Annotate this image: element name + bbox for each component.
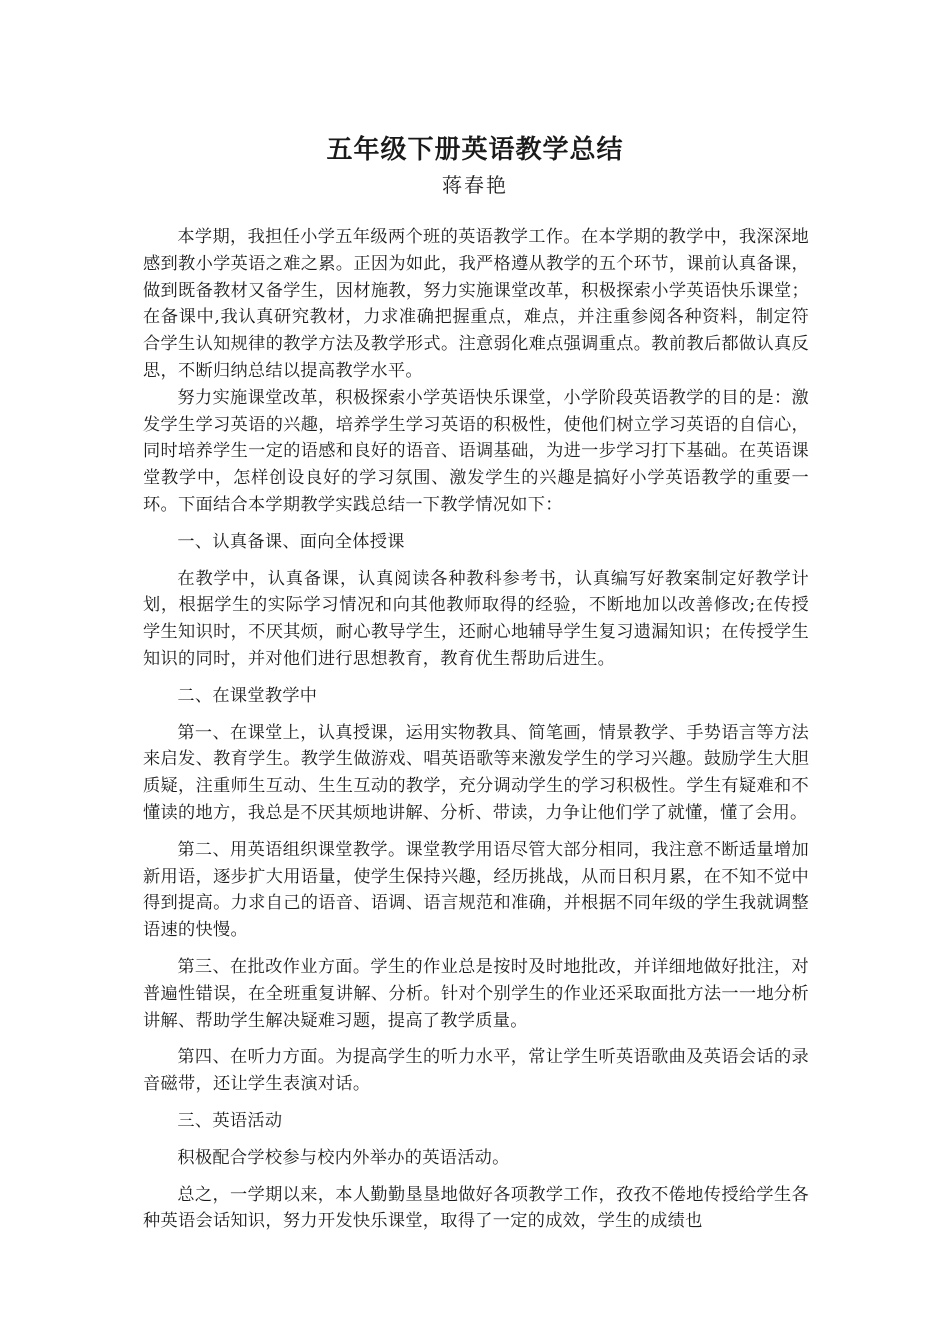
intro-paragraph-2: 努力实施课堂改革，积极探索小学英语快乐课堂，小学阶段英语教学的目的是：激发学生学习英语的兴趣，培养学生学习英语的积极性，使他们树立学习英语的自信心，同时培养学生一定的语感和良好的语音、语调基础，为进一步学习打下基础。在英语课堂教学中，怎样创设良好的学习氛围、激发学生的兴趣是搞好小学英语教学的重要一环。下面结合本学期教学实践总结一下教学情况如下： — [143, 387, 809, 515]
section-heading-2: 二、在课堂教学中 — [177, 685, 318, 706]
section-1-paragraph: 在教学中，认真备课，认真阅读各种教科参考书，认真编写好教案制定好教学计划，根据学生的实际学习情况和向其他教师取得的经验，不断地加以改善修改;在传授学生知识时，不厌其烦，耐心教导学生，还耐心地辅导学生复习遗漏知识；在传授学生知识的同时，并对他们进行思想教育，教育优生帮助后进生。 — [143, 568, 809, 669]
intro-paragraph-1: 本学期，我担任小学五年级两个班的英语教学工作。在本学期的教学中，我深深地感到教小学英语之难之累。正因为如此，我严格遵从教学的五个环节，课前认真备课，做到既备教材又备学生，因材施教，努力实施课堂改革，积极探索小学英语快乐课堂；在备课中,我认真研究教材，力求准确把握重点，难点，并注重参阅各种资料，制定符合学生认知规律的教学方法及教学形式。注意弱化难点强调重点。教前教后都做认真反思，不断归纳总结以提高教学水平。 — [143, 227, 809, 381]
section-3-paragraph: 积极配合学校参与校内外举办的英语活动。 — [177, 1147, 510, 1168]
section-2-item-1: 第一、在课堂上，认真授课，运用实物教具、简笔画，情景教学、手势语言等方法来启发、教育学生。教学生做游戏、唱英语歌等来激发学生的学习兴趣。鼓励学生大胆质疑，注重师生互动、生生互动的教学，充分调动学生的学习积极性。学生有疑难和不懂读的地方，我总是不厌其烦地讲解、分析、带读，力争让他们学了就懂，懂了会用。 — [143, 722, 809, 823]
section-heading-3: 三、英语活动 — [177, 1110, 283, 1131]
section-2-item-4: 第四、在听力方面。为提高学生的听力水平，常让学生听英语歌曲及英语会话的录音磁带，还让学生表演对话。 — [143, 1047, 809, 1095]
document-author: 蒋春艳 — [442, 173, 508, 197]
conclusion-paragraph: 总之，一学期以来，本人勤勤垦垦地做好各项教学工作，孜孜不倦地传授给学生各种英语会话知识，努力开发快乐课堂，取得了一定的成效，学生的成绩也 — [143, 1184, 809, 1232]
section-heading-1: 一、认真备课、面向全体授课 — [177, 531, 405, 552]
document-body — [143, 224, 809, 1235]
section-2-item-3: 第三、在批改作业方面。学生的作业总是按时及时地批改，并详细地做好批注，对普遍性错误，在全班重复讲解、分析。针对个别学生的作业还采取面批方法一一地分析讲解、帮助学生解决疑难习题，提高了教学质量。 — [143, 956, 809, 1031]
section-2-item-2: 第二、用英语组织课堂教学。课堂教学用语尽管大部分相同，我注意不断适量增加新用语，逐步扩大用语量，使学生保持兴趣，经历挑战，从而日积月累，在不知不觉中得到提高。力求自己的语音、语调、语言规范和准确，并根据不同年级的学生我就调整语速的快慢。 — [143, 839, 809, 941]
document-title: 五年级下册英语教学总结 — [326, 135, 624, 165]
